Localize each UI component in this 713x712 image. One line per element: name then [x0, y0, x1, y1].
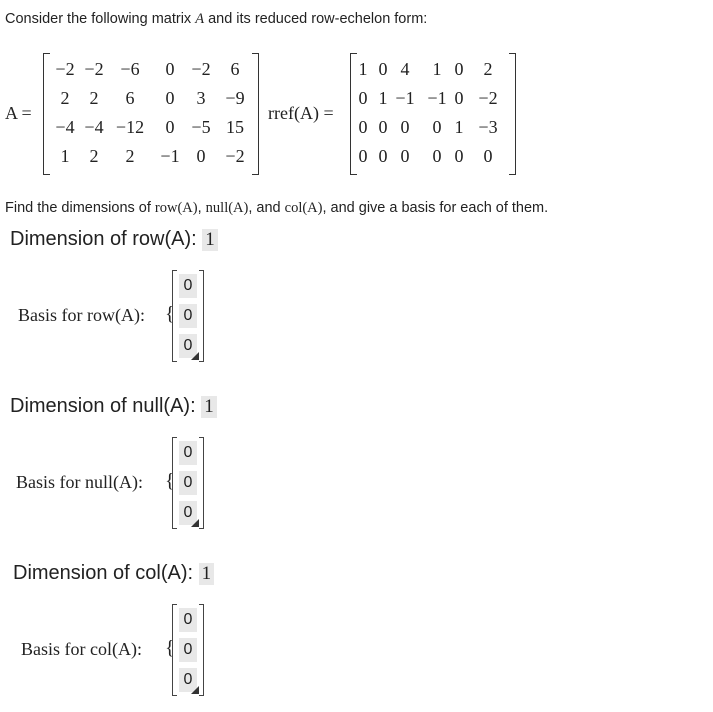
matrix-a-cell: 0: [165, 59, 175, 79]
matrix-a-cell: −2: [225, 146, 245, 166]
matrix-rref-cell: 0: [400, 117, 410, 137]
resize-handle-icon[interactable]: [191, 352, 199, 360]
question-sep2: , and: [248, 200, 285, 216]
matrix-rref-cell: 0: [432, 117, 442, 137]
row-dim-input[interactable]: 1: [202, 229, 218, 251]
matrix-a-cell: −2: [55, 59, 75, 79]
row-dim-label: Dimension of row(A):: [10, 228, 197, 250]
null-basis-label: Basis for null(A):: [16, 472, 143, 492]
matrix-a-cell: 2: [89, 88, 99, 108]
null-dim-label: Dimension of null(A):: [10, 395, 196, 417]
question-sep1: ,: [197, 200, 206, 216]
row-basis-entry-1[interactable]: 0: [179, 274, 197, 298]
col-dim-input[interactable]: 1: [199, 563, 215, 585]
row-basis-entry-2[interactable]: 0: [179, 304, 197, 328]
intro-prefix: Consider the following matrix: [5, 11, 196, 27]
col-dim-row: [13, 562, 214, 585]
matrix-rref-cell: 0: [378, 146, 388, 166]
matrix-a-cell: 3: [196, 88, 206, 108]
matrix-a-cell: −2: [84, 59, 104, 79]
matrix-rref-cell: 0: [378, 59, 388, 79]
matrix-a-cell: −5: [191, 117, 211, 137]
col-basis-label: Basis for col(A):: [21, 639, 142, 659]
matrix-a-cell: −2: [191, 59, 211, 79]
matrix-a-cell: 2: [60, 88, 70, 108]
resize-handle-icon[interactable]: [191, 519, 199, 527]
null-basis-entry-2[interactable]: 0: [179, 471, 197, 495]
null-basis-brace: {: [165, 470, 175, 492]
intro-var: A: [195, 11, 205, 27]
matrix-a-cell: 15: [226, 117, 244, 137]
row-basis-vector: [172, 270, 204, 362]
matrix-rref-cell: 0: [454, 146, 464, 166]
matrix-rref-cell: 1: [432, 59, 442, 79]
matrix-rref-cell: 1: [454, 117, 464, 137]
col-basis-entry-2[interactable]: 0: [179, 638, 197, 662]
matrix-rref-cell: 1: [358, 59, 368, 79]
question-col: col(A): [284, 200, 323, 216]
col-basis-entry-1[interactable]: 0: [179, 608, 197, 632]
matrix-a-cell: −1: [160, 146, 180, 166]
matrix-a-cell: 1: [60, 146, 70, 166]
matrix-a-cell: 2: [89, 146, 99, 166]
matrix-rref-cell: −1: [395, 88, 415, 108]
null-basis-entry-1[interactable]: 0: [179, 441, 197, 465]
matrix-a-cell: 0: [196, 146, 206, 166]
intro-suffix: and its reduced row-echelon form:: [204, 11, 428, 27]
matrix-rref-cell: −1: [427, 88, 447, 108]
matrix-rref-label: rref(A) =: [268, 103, 334, 123]
matrix-a-cell: −4: [84, 117, 104, 137]
resize-handle-icon[interactable]: [191, 686, 199, 694]
question-null: null(A): [205, 200, 249, 216]
matrix-rref-cell: 0: [378, 117, 388, 137]
row-basis-entry-3[interactable]: 0: [179, 334, 197, 358]
row-basis-brace: {: [165, 303, 175, 325]
matrix-rref-cell: 2: [483, 59, 493, 79]
null-dim-row: [10, 395, 217, 418]
question-row: row(A): [154, 200, 198, 216]
matrix-rref-cell: 0: [454, 59, 464, 79]
matrix-a-cell: −12: [115, 117, 145, 137]
matrix-rref-cell: 1: [378, 88, 388, 108]
intro-text: [5, 11, 427, 28]
matrix-rref-cell: 0: [358, 146, 368, 166]
row-basis-label: Basis for row(A):: [18, 305, 145, 325]
matrix-rref-cell: 0: [483, 146, 493, 166]
question-text: [5, 200, 548, 217]
question-prefix: Find the dimensions of: [5, 200, 155, 216]
matrix-a-cell: 0: [165, 88, 175, 108]
matrix-a-cell: −6: [120, 59, 140, 79]
matrix-rref-cell: −3: [478, 117, 498, 137]
matrix-a-cell: −4: [55, 117, 75, 137]
matrix-rref-cell: 0: [432, 146, 442, 166]
col-dim-label: Dimension of col(A):: [13, 562, 194, 584]
col-basis-entry-3[interactable]: 0: [179, 668, 197, 692]
matrix-a-cell: −9: [225, 88, 245, 108]
matrix-rref-cell: −2: [478, 88, 498, 108]
matrix-a: [43, 53, 259, 175]
matrix-a-cell: 0: [165, 117, 175, 137]
matrix-a-cell: 2: [125, 146, 135, 166]
matrix-a-cell: 6: [230, 59, 240, 79]
question-suffix: , and give a basis for each of them.: [322, 200, 549, 216]
row-dim-row: [10, 228, 218, 251]
matrix-rref: [350, 53, 516, 175]
matrix-rref-cell: 0: [358, 117, 368, 137]
matrix-rref-cell: 4: [400, 59, 410, 79]
matrix-rref-cell: 0: [400, 146, 410, 166]
col-basis-vector: [172, 604, 204, 696]
null-dim-input[interactable]: 1: [201, 396, 217, 418]
matrix-rref-cell: 0: [454, 88, 464, 108]
matrix-a-label: A =: [5, 103, 32, 123]
matrix-a-cell: 6: [125, 88, 135, 108]
null-basis-vector: [172, 437, 204, 529]
matrix-rref-cell: 0: [358, 88, 368, 108]
null-basis-entry-3[interactable]: 0: [179, 501, 197, 525]
col-basis-brace: {: [165, 637, 175, 659]
